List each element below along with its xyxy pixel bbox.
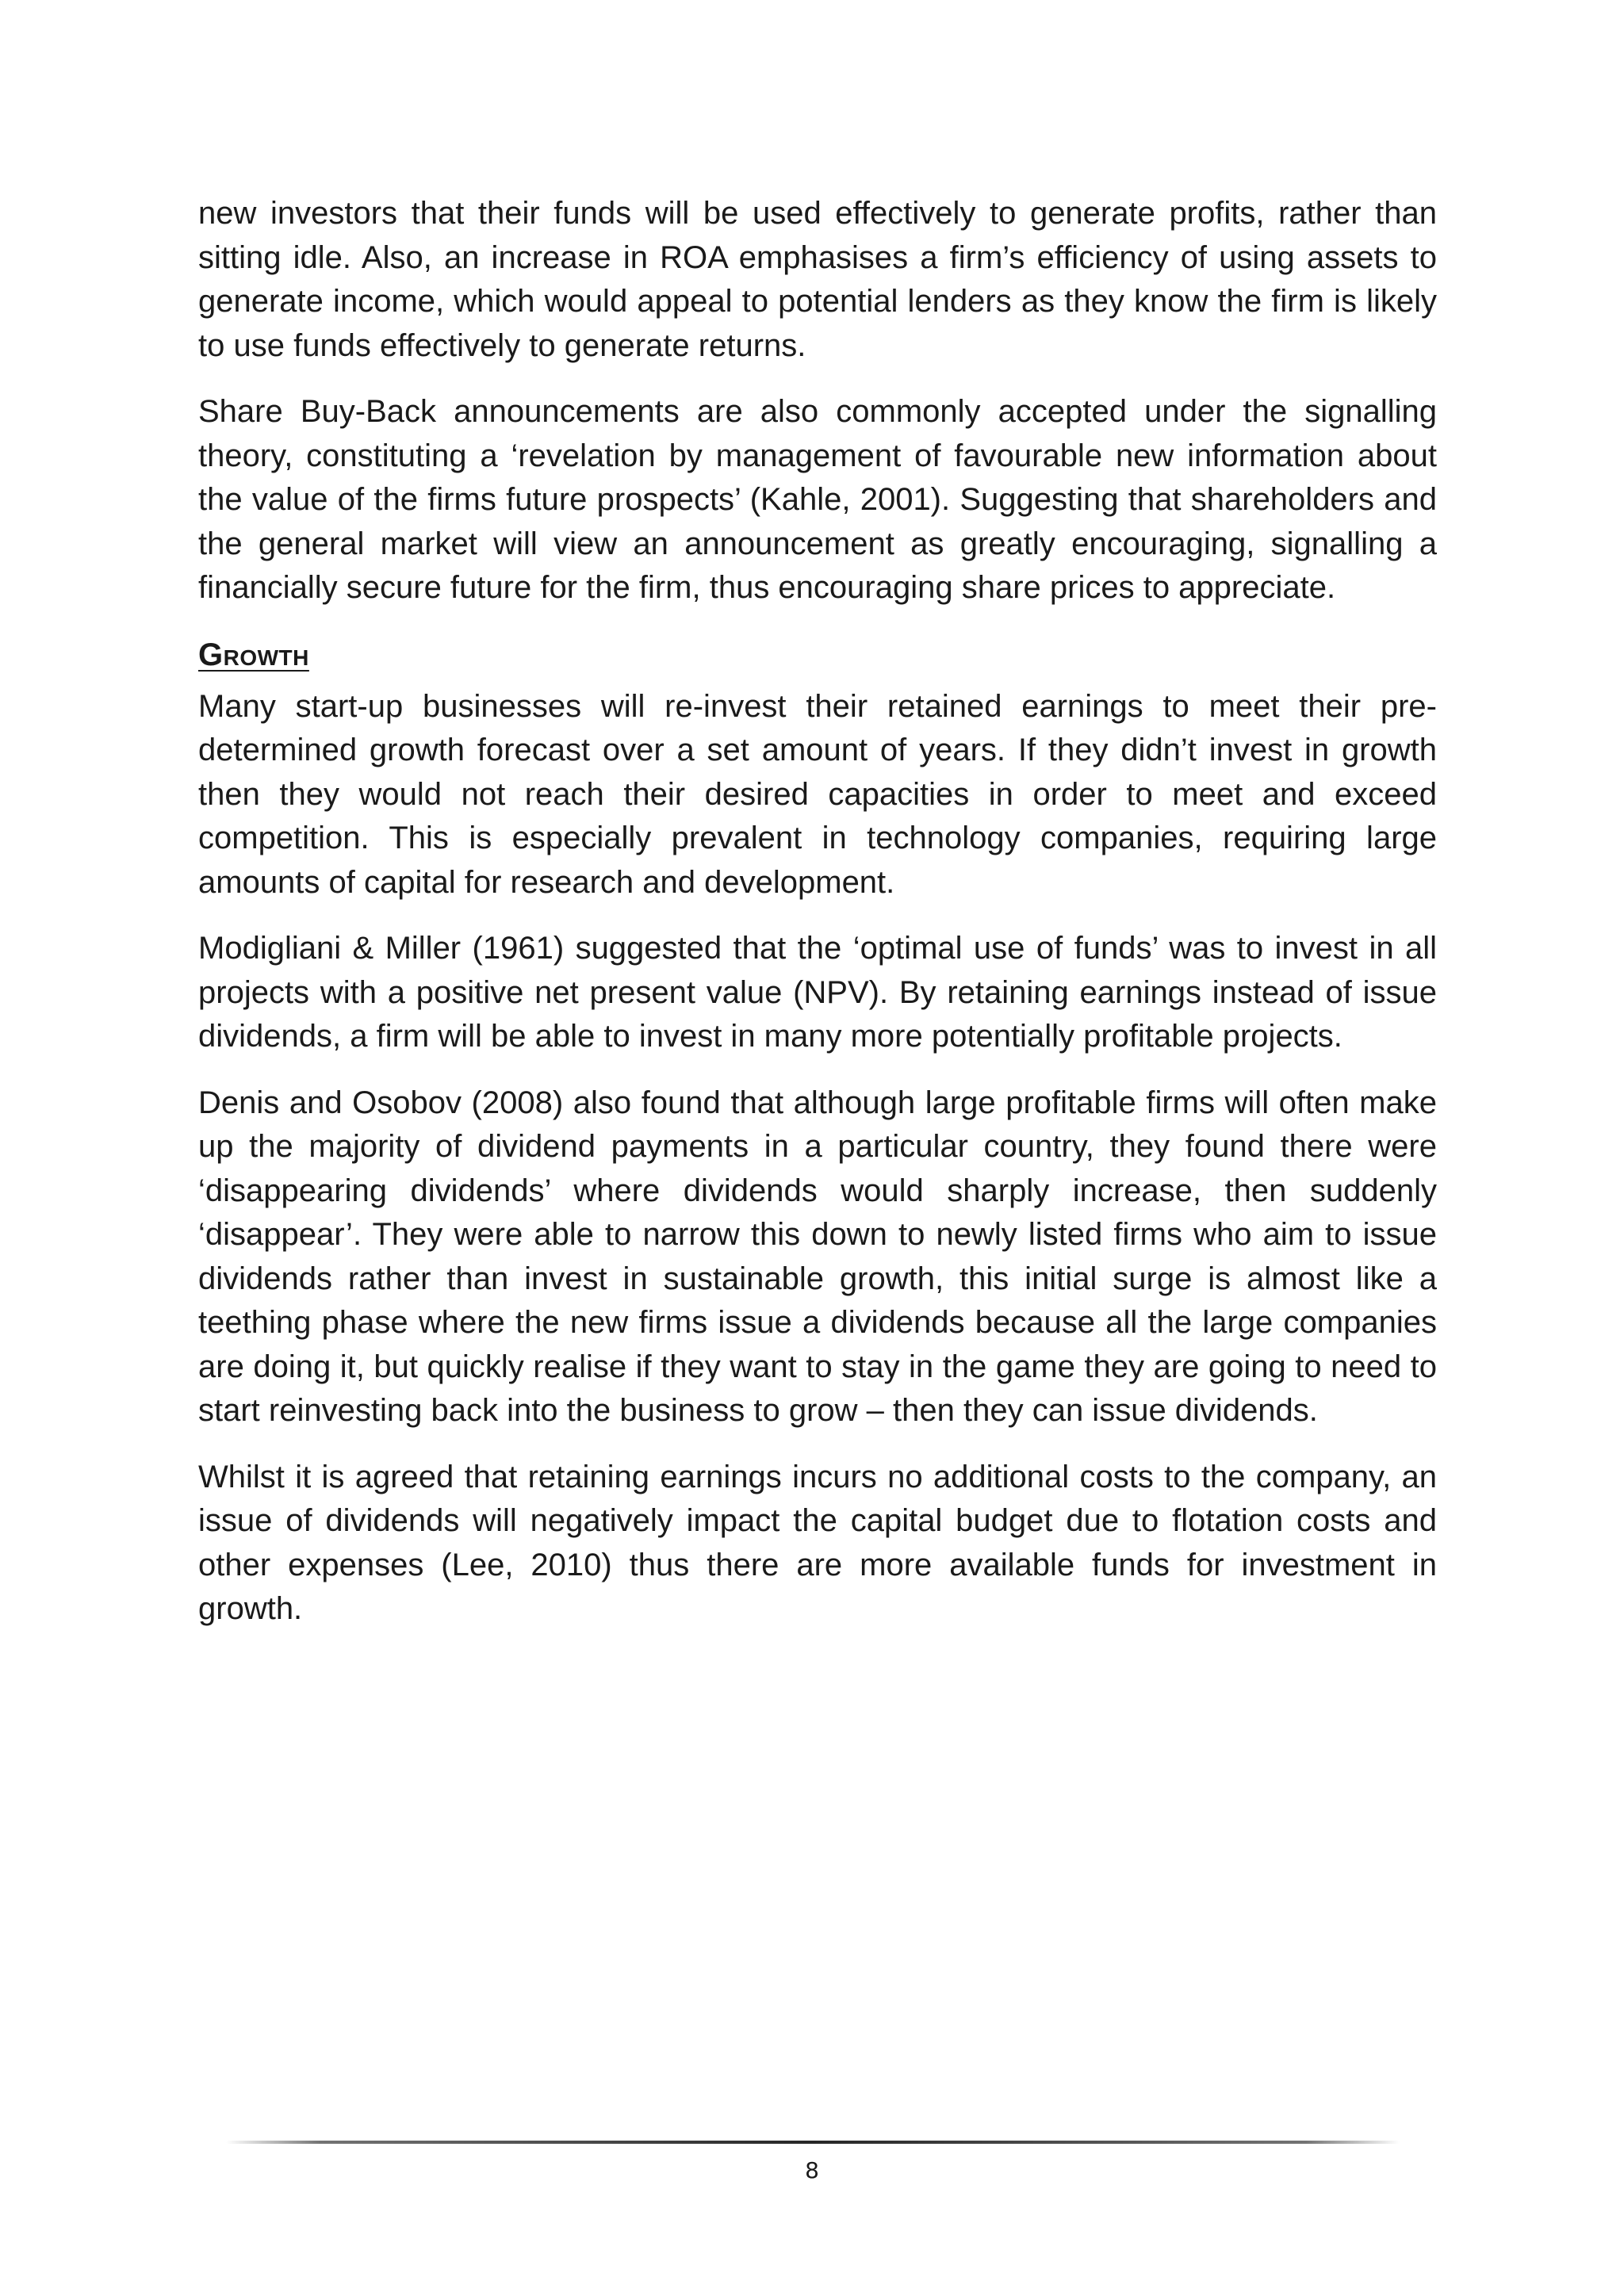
section-heading-growth: Growth xyxy=(198,637,309,672)
paragraph-startup-reinvest: Many start-up businesses will re-invest their retained earnings to meet their pre-determined growth forecast over a set amount of years. If they didn’t invest in growth then they would not reach their desired capacities in order to meet and exceed competition. This is especially prevalent in technology companies, requiring large amounts of capital for research and development. xyxy=(198,688,1437,900)
paragraph-denis-osobov: Denis and Osobov (2008) also found that although large profitable firms will often make up the majority of dividend payments in a particular country, they found there were ‘disappearing dividends’ where dividends would sharply increase, then suddenly ‘disappear’. They were able to narrow this down to newly listed firms who aim to issue dividends rather than invest in sustainable growth, this initial surge is almost like a teething phase where the new firms issue a dividends because all the large companies are doing it, but quickly realise if they want to stay in the game they are going to need to start reinvesting back into the business to grow – then they can issue dividends. xyxy=(198,1085,1437,1428)
paragraph-share-buyback: Share Buy-Back announcements are also commonly accepted under the signalling theory, constituting a ‘revelation by management of favourable new information about the value of the firms future prospects’ (Kahle, 2001). Suggesting that shareholders and the general market will view an announcement as greatly encouraging, signalling a financially secure future for the firm, thus encouraging share prices to appreciate. xyxy=(198,394,1437,605)
paragraph-roa-continuation: new investors that their funds will be used effectively to generate profits, rather than sitting idle. Also, an increase in ROA emphasises a firm’s efficiency of using assets to generate income, which would appeal to potential lenders as they know the firm is likely to use funds effectively to generate returns. xyxy=(198,196,1437,363)
paragraph-modigliani-miller: Modigliani & Miller (1961) suggested that the ‘optimal use of funds’ was to invest in all projects with a positive net present value (NPV). By retaining earnings instead of issue dividends, a firm will be able to invest in many more potentially profitable projects. xyxy=(198,931,1437,1054)
page-number: 8 xyxy=(805,2157,819,2183)
paragraph-retaining-earnings: Whilst it is agreed that retaining earnings incurs no additional costs to the company, an issue of dividends will negatively impact the capital budget due to flotation costs and other expenses (Lee, 2010) thus there are more available funds for investment in growth. xyxy=(198,1459,1437,1626)
page-body xyxy=(198,192,1437,1654)
footer-divider xyxy=(226,2141,1400,2144)
